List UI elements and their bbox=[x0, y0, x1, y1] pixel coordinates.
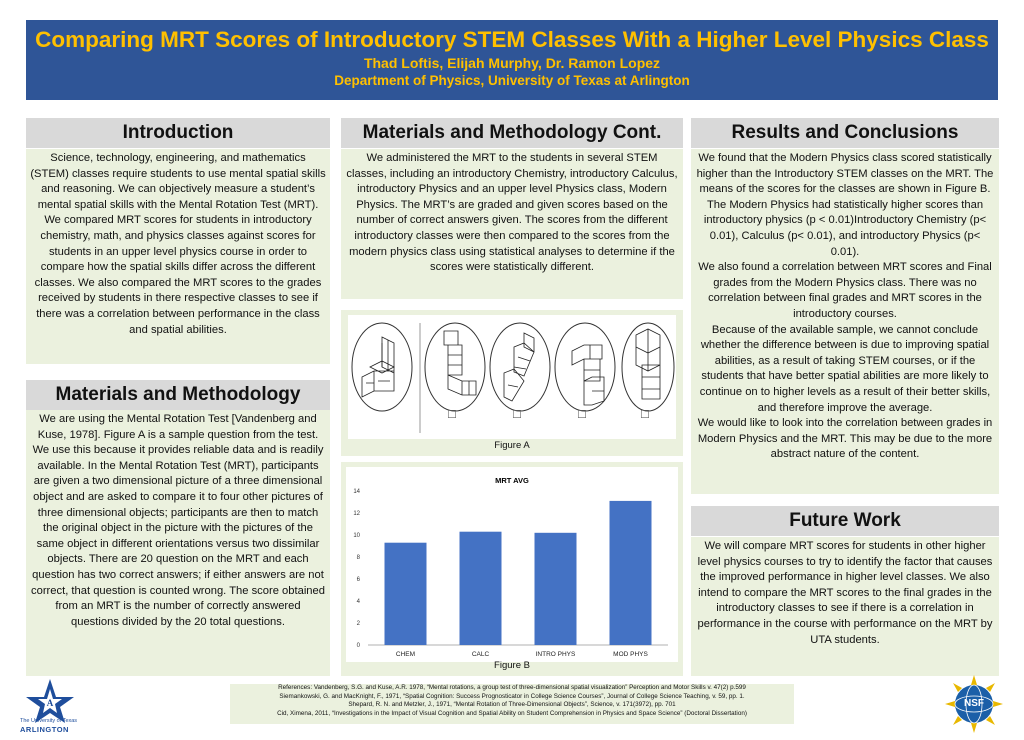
reference-2: Shepard, R. N. and Metzler, J., 1971, “Mental Rotation of Three-Dimensional Objects”, Science, v. 171(3972), pp. 701 bbox=[348, 701, 676, 709]
figure-b-chart-area bbox=[346, 467, 678, 662]
future-title: Future Work bbox=[691, 506, 999, 536]
y-tick-label: 14 bbox=[353, 489, 360, 495]
references-box bbox=[230, 684, 794, 724]
poster-department: Department of Physics, University of Texas at Arlington bbox=[334, 73, 690, 88]
chart-title: MRT AVG bbox=[495, 476, 529, 485]
figure-b-caption: Figure B bbox=[494, 660, 530, 671]
answer-checkbox-3: ☐ bbox=[577, 409, 587, 421]
x-tick-label: CHEM bbox=[395, 651, 416, 658]
uta-logo-line1: The University of Texas bbox=[20, 718, 78, 724]
answer-checkbox-1: ☐ bbox=[447, 409, 457, 421]
uta-logo bbox=[20, 677, 100, 735]
bar-chem bbox=[385, 543, 427, 645]
nsf-logo bbox=[945, 675, 1003, 733]
bar-calc bbox=[460, 532, 502, 645]
cube-figure-choice-4 bbox=[636, 329, 660, 399]
cube-figure-choice-1 bbox=[444, 331, 476, 395]
figure-a-panel bbox=[341, 310, 683, 456]
cube-figure-choice-2 bbox=[504, 333, 534, 401]
bar-intro-phys bbox=[535, 533, 577, 645]
y-tick-label: 4 bbox=[356, 599, 360, 605]
reference-0: References: Vandenberg, S.G. and Kuse, A.R. 1978, “Mental rotations, a group test of three-dimensional spatial visualization” Perception and Motor Skills v. 47(2) p.599 bbox=[278, 684, 746, 691]
answer-checkbox-2: ☐ bbox=[512, 409, 522, 421]
poster-header bbox=[26, 20, 998, 100]
x-tick-label: INTRO PHYS bbox=[535, 651, 576, 658]
svg-text:A: A bbox=[46, 698, 54, 708]
cube-figure-target bbox=[362, 337, 394, 397]
poster-authors: Thad Loftis, Elijah Murphy, Dr. Ramon Lopez bbox=[363, 55, 661, 71]
results-title: Results and Conclusions bbox=[691, 118, 999, 148]
methods-body: We are using the Mental Rotation Test [Vandenberg and Kuse, 1978]. Figure A is a sample question from the test. We use this because it provides reliable data and is readily available. In the Mental Rotation Test (MRT), participants are given a two dimensional picture of a three dimensional object and are asked to compare it to four other pictures of three dimensional objects; participants are then to match the original object in the picture with the pictures of the same object in different orientations versus two dissimilar objects. There are 20 question on the MRT and each question has two correct answers; if either answers are not correct, that question is counted wrong. The score obtained from an MRT is the number of correctly answered questions divided by the 20 total questions. bbox=[26, 410, 330, 676]
y-tick-label: 6 bbox=[356, 577, 360, 583]
future-body: We will compare MRT scores for students in other higher level physics courses to try to identify the factor that causes the improved performance in higher level classes. We also intend to compare the MRT scores to the final grades in the introductory classes to see if there is a correlation in performance in the course with performance on the MRT by UTA students. bbox=[691, 537, 999, 676]
cube-figure-choice-3 bbox=[572, 345, 604, 405]
reference-1: Siemankowski, G. and MacKnight, F., 1971, “Spatial Cognition: Success Prognosticator in College Science Courses”, Journal of College Science Teaching, v. 59, pp. 1. bbox=[279, 692, 745, 700]
results-body: We found that the Modern Physics class scored statistically higher than the Introductory STEM classes on the MRT. The means of the scores for the classes are shown in Figure B. The Modern Physics had statistically higher scores than introductory physics (p < 0.01)Introductory Chemistry (p< 0.01), Calculus (p< 0.01), and introductory Physics (p< 0.01). We also found a correlation between MRT scores and Final grades from the Modern Physics class. There was no correlation between final grades and MRT scores in the introductory courses. Because of the available sample, we cannot conclude whether the difference between is due to improving spatial abilities, as a result of taking STEM courses, or if the students that have better spatial abilities are more likely to continue on to higher levels as a result of their better skills, and therefore improve the average. We would like to look into the correlation between grades in Modern Physics and the MRT. This may be due to the more abstract nature of the content. bbox=[691, 149, 999, 494]
intro-title: Introduction bbox=[26, 118, 330, 148]
y-tick-label: 8 bbox=[356, 555, 360, 561]
reference-3: Cid, Ximena, 2011, “Investigations in the Impact of Visual Cognition and Spatial Ability on Student Comprehension in Physics and Space Science” (Doctoral Dissertation) bbox=[277, 709, 747, 717]
bar-mod-phys bbox=[610, 501, 652, 645]
x-tick-label: MOD PHYS bbox=[613, 651, 648, 658]
methods-cont-body: We administered the MRT to the students in several STEM classes, including an introductory Chemistry, introductory Calculus, introductory Physics and an upper level Physics class, Modern Physics. The MRT’s are graded and given scores based on the number of correct answers given. The scores from the different introductory classes were then compared to the scores from the modern physics class using statistical analyses to determine if the scores were statistically different. bbox=[341, 149, 683, 299]
uta-logo-line2: ARLINGTON bbox=[20, 725, 69, 734]
x-tick-label: CALC bbox=[471, 651, 490, 658]
answer-checkbox-4: ☐ bbox=[640, 409, 650, 421]
y-tick-label: 10 bbox=[353, 533, 360, 539]
intro-body: Science, technology, engineering, and mathematics (STEM) classes require students to use mental spatial skills and reasoning. We can objectively measure a student’s mental spatial skills with the Mental Rotation Test (MRT). We compared MRT scores for students in introductory chemistry, math, and physics classes against scores for students in an upper level physics course in order to compare how the spatial skills differ across the different classes. We also compared the MRT scores to the grades received by students in there respective classes to see if there was a correlation between performance in the class and spatial abilities. bbox=[26, 149, 330, 364]
y-tick-label: 12 bbox=[353, 511, 360, 517]
poster-title: Comparing MRT Scores of Introductory STEM Classes With a Higher Level Physics Class bbox=[35, 27, 989, 52]
mrt-avg-bar-chart bbox=[346, 467, 678, 662]
y-tick-label: 0 bbox=[356, 643, 360, 649]
methods-title: Materials and Methodology bbox=[26, 380, 330, 410]
figure-b-panel bbox=[341, 462, 683, 676]
y-tick-label: 2 bbox=[356, 621, 360, 627]
nsf-logo-text: NSF bbox=[964, 698, 984, 709]
figure-a-caption: Figure A bbox=[494, 440, 530, 451]
methods-cont-title: Materials and Methodology Cont. bbox=[341, 118, 683, 148]
